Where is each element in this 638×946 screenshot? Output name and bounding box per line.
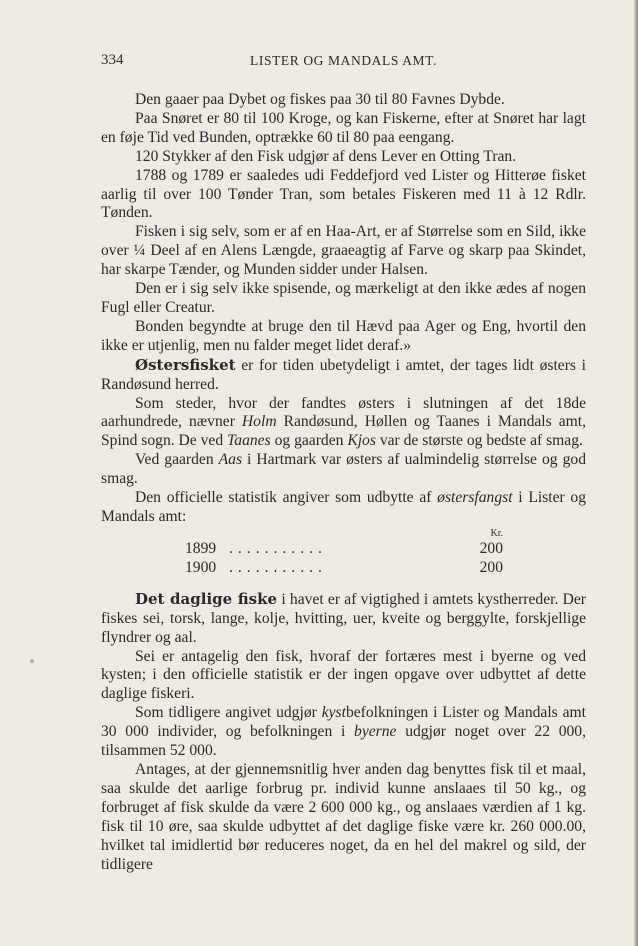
paragraph: Sei er antagelig den fisk, hvoraf der fortæres mest i byerne og ved kysten; i den officielle statistik er der ingen opgave over udbyttet af dette daglige fiskeri. xyxy=(101,647,586,703)
margin-spot xyxy=(30,659,34,663)
italic-name: Holm xyxy=(241,413,277,431)
paragraph: Den officielle statistik angiver som udbytte af østersfangst i Lister og Mandals amt: xyxy=(101,489,586,525)
table-year: 1900 xyxy=(185,558,217,576)
table-leader: ........... xyxy=(229,558,327,576)
oyster-paragraph: Østersfisket er for tiden ubetydeligt i amtet, der tages lidt østers i Randøsund herred. xyxy=(101,355,586,393)
table-unit: Kr. xyxy=(490,527,503,539)
paragraph: Den gaaer paa Dybet og fiskes paa 30 til 80 Favnes Dybde. xyxy=(135,91,505,108)
italic-place: Taanes xyxy=(227,432,271,450)
table-value: 200 xyxy=(479,539,503,557)
paragraph: Den er i sig selv ikke spisende, og mærkeligt at den ikke ædes af nogen Fugl eller Creatur. xyxy=(101,280,586,316)
page-number: 334 xyxy=(101,52,124,68)
section-gap xyxy=(101,580,586,590)
section-lead-daily: Det daglige fiske xyxy=(135,589,278,608)
italic-place: Aas xyxy=(218,451,243,469)
paragraph: Fisken i sig selv, som er af en Haa-Art, er af Størrelse som en Sild, ikke over ¼ Deel af en Alens Længde, graaeagtig af Farve og skarp paa Skindet, har skarpe Tænder, og Munden sidder under Halsen. xyxy=(101,223,586,279)
table-value: 200 xyxy=(479,558,503,576)
page-body xyxy=(101,91,586,874)
paragraph: Antages, at der gjennemsnitlig hver anden dag benyttes fisk til et maal, saa skulde det aarlige forbrug pr. individ kunne anslaaes til 50 kg., og forbruget af fisk skulde da være 2 600 000 kg., og anslaaes værdien af 1 kg. fisk til 10 øre, saa skulde udbyttet af det daglige fiske være kr. 260 000.00, hvilket tal imidlertid bør reduceres noget, da en hel del makrel og sild, der tidligere xyxy=(101,761,586,873)
paragraph: 120 Stykker af den Fisk udgjør af dens Lever en Otting Tran. xyxy=(135,147,517,165)
paragraph: Ved gaarden Aas i Hartmark var østers af ualmindelig størrelse og god smag. xyxy=(101,451,586,488)
page-edge-shadow xyxy=(634,0,638,946)
yield-table xyxy=(101,528,586,578)
table-year: 1899 xyxy=(185,539,217,557)
italic-term: kyst xyxy=(321,704,346,722)
section-lead-oyster: Østersfisket xyxy=(135,355,236,374)
italic-place: Kjos xyxy=(347,432,376,450)
italic-term: byerne xyxy=(354,723,397,741)
italic-term: østersfangst xyxy=(437,489,513,507)
table-row xyxy=(101,559,505,578)
running-title: LISTER OG MANDALS AMT. xyxy=(250,53,437,68)
paragraph: Som steder, hvor der fandtes østers i slutningen af det 18de aarhundrede, nævner Holm Randøsund, Høllen og Taanes i Mandals amt, Spind sogn. De ved Taanes og gaarden Kjos var de største og bedste af smag. xyxy=(101,394,586,450)
paragraph: Bonden begyndte at bruge den til Hævd paa Ager og Eng, hvortil den ikke er utjenlig, men nu falder meget lidet deraf.» xyxy=(101,317,586,354)
table-row xyxy=(101,540,505,559)
paragraph: 1788 og 1789 er saaledes udi Feddefjord ved Lister og Hitterøe fisket aarlig til over 100 Tønder Tran, som betales Fiskeren med 11 à 12 Rdlr. Tønden. xyxy=(101,166,586,222)
table-leader: ........... xyxy=(229,539,327,557)
daily-paragraph: Det daglige fiske i havet er af vigtighed i amtets kystherreder. Der fiskes sei, torsk, lange, kolje, hvitting, uer, kveite og berggylte, forskjellige flyndrer og aal. xyxy=(101,589,586,646)
paragraph: Paa Snøret er 80 til 100 Kroge, og kan Fiskerne, efter at Snøret har lagt en føje Tid ved Bunden, optrække 60 til 80 paa eengang. xyxy=(101,109,586,146)
running-header xyxy=(101,52,586,74)
paragraph: Som tidligere angivet udgjør kystbefolkningen i Lister og Mandals amt 30 000 individer, og befolkningen i byerne udgjør noget over 22 000, tilsammen 52 000. xyxy=(101,704,586,760)
